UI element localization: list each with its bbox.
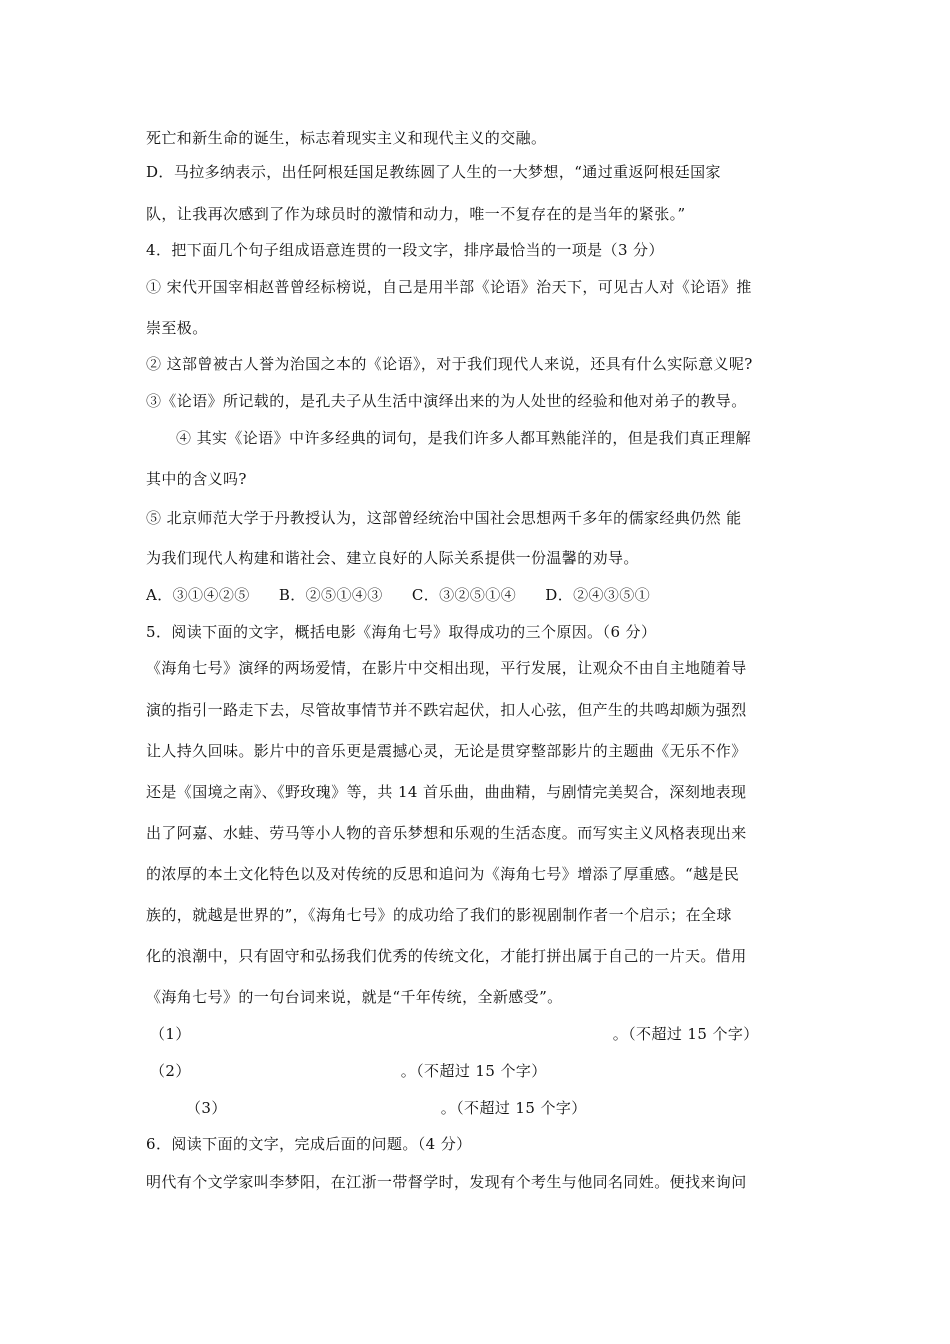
passage-line: 出了阿嘉、水蛙、劳马等小人物的音乐梦想和乐观的生活态度。而写实主义风格表现出来 [146, 824, 747, 842]
answer-3 [186, 1098, 587, 1118]
passage-line: 化的浪潮中，只有固守和弘扬我们优秀的传统文化，才能打拼出属于自己的一片天。借用 [146, 947, 747, 965]
answer-number: （3） [186, 1099, 227, 1117]
option-d-line: D．马拉多纳表示，出任阿根廷国足教练圆了人生的一大梦想，“通过重返阿根廷国家 [146, 163, 721, 181]
passage-line: 明代有个文学家叫李梦阳，在江浙一带督学时，发现有个考生与他同名同姓。便找来询问 [146, 1173, 747, 1191]
answer-1 [150, 1024, 759, 1044]
answer-number: （1） [150, 1025, 191, 1043]
option-b: B．②⑤①④③ [278, 586, 383, 604]
question-6-title: 6．阅读下面的文字，完成后面的问题。（4 分） [146, 1135, 472, 1153]
question-4-title: 4．把下面几个句子组成语意连贯的一段文字，排序最恰当的一项是（3 分） [146, 241, 664, 259]
passage-line: 还是《国境之南》、《野玫瑰》等，共 14 首乐曲，曲曲精，与剧情完美契合，深刻地表现 [146, 783, 747, 801]
passage-line: 演的指引一路走下去，尽管故事情节并不跌宕起伏，扣人心弦，但产生的共鸣却颇为强烈 [146, 701, 747, 719]
answer-limit: 。（不超过 15 个字） [612, 1025, 759, 1043]
text-line: 死亡和新生命的诞生，标志着现实主义和现代主义的交融。 [146, 129, 547, 147]
option-a: A．③①④②⑤ [146, 586, 250, 604]
sentence-1: ① 宋代开国宰相赵普曾经标榜说，自己是用半部《论语》治天下，可见古人对《论语》推 [146, 278, 752, 296]
passage-line: 族的，就越是世界的”，《海角七号》的成功给了我们的影视剧制作者一个启示；在全球 [146, 906, 732, 924]
passage-line: 《海角七号》演绎的两场爱情，在影片中交相出现，平行发展，让观众不由自主地随着导 [146, 659, 747, 677]
answer-2 [150, 1061, 547, 1081]
sentence-4-cont: 其中的含义吗? [146, 470, 247, 488]
answer-number: （2） [150, 1062, 191, 1080]
sentence-3: ③《论语》所记载的，是孔夫子从生活中演绎出来的为人处世的经验和他对弟子的教导。 [146, 392, 747, 410]
answer-limit: 。（不超过 15 个字） [440, 1099, 587, 1117]
sentence-5-cont: 为我们现代人构建和谐社会、建立良好的人际关系提供一份温馨的劝导。 [146, 549, 639, 567]
question-5-title: 5．阅读下面的文字，概括电影《海角七号》取得成功的三个原因。（6 分） [146, 623, 657, 641]
passage-line: 的浓厚的本土文化特色以及对传统的反思和追问为《海角七号》增添了厚重感。“越是民 [146, 865, 740, 883]
sentence-2: ② 这部曾被古人誉为治国之本的《论语》，对于我们现代人来说，还具有什么实际意义呢? [146, 355, 753, 373]
option-d: D．②④③⑤① [545, 586, 651, 604]
question-4-options [146, 585, 674, 605]
answer-limit: 。（不超过 15 个字） [400, 1062, 547, 1080]
sentence-4: ④ 其实《论语》中许多经典的词句，是我们许多人都耳熟能洋的，但是我们真正理解 [176, 429, 751, 447]
sentence-5: ⑤ 北京师范大学于丹教授认为，这部曾经统治中国社会思想两千多年的儒家经典仍然 能 [146, 509, 742, 527]
passage-line: 让人持久回味。影片中的音乐更是震撼心灵，无论是贯穿整部影片的主题曲《无乐不作》 [146, 742, 747, 760]
option-c: C．③②⑤①④ [411, 586, 517, 604]
sentence-1-cont: 崇至极。 [146, 319, 208, 337]
text-line: 队，让我再次感到了作为球员时的激情和动力，唯一不复存在的是当年的紧张。” [146, 205, 686, 223]
passage-line: 《海角七号》的一句台词来说，就是“千年传统，全新感受”。 [146, 988, 563, 1006]
